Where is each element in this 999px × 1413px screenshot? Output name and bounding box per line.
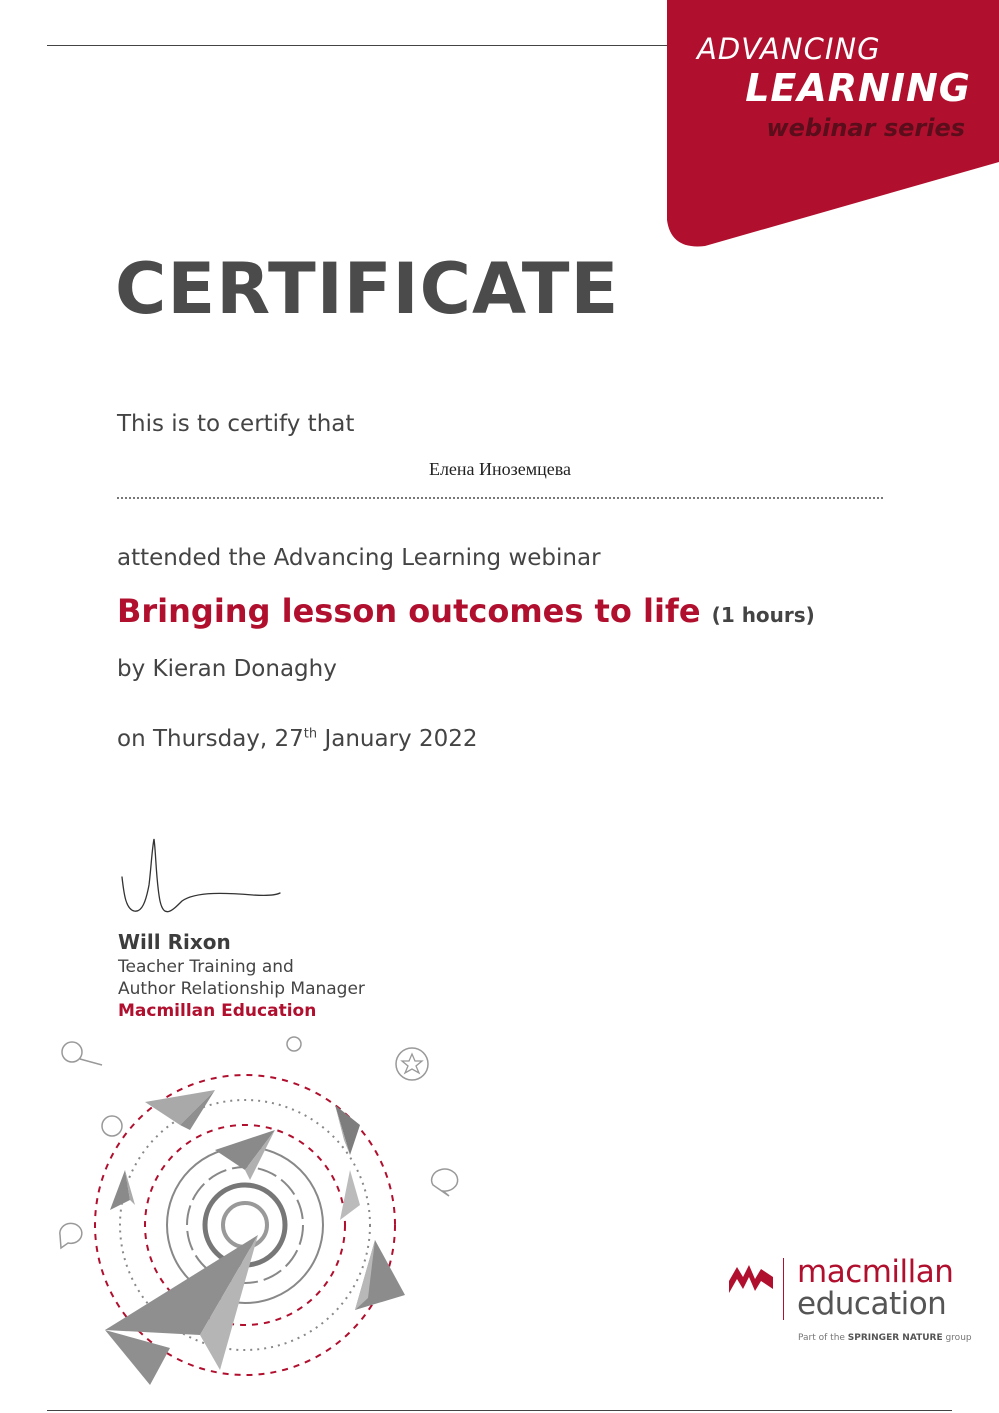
signer-organization: Macmillan Education bbox=[118, 1001, 317, 1021]
attended-text: attended the Advancing Learning webinar bbox=[117, 545, 601, 571]
signer-name: Will Rixon bbox=[118, 930, 231, 954]
top-rule bbox=[47, 45, 677, 46]
certificate-title: CERTIFICATE bbox=[115, 248, 620, 330]
recipient-name: Елена Иноземцева bbox=[428, 459, 572, 479]
webinar-title bbox=[117, 592, 815, 630]
macmillan-logo-mark bbox=[727, 1261, 775, 1301]
signature-image bbox=[118, 835, 288, 920]
banner-webinar-series: webinar series bbox=[766, 114, 965, 142]
webinar-title-text: Bringing lesson outcomes to life bbox=[117, 592, 701, 630]
paper-planes-illustration bbox=[50, 1030, 470, 1390]
webinar-duration: (1 hours) bbox=[711, 603, 815, 627]
date-ordinal: th bbox=[303, 726, 318, 742]
signer-role-line2: Author Relationship Manager bbox=[118, 979, 365, 999]
presenter: by Kieran Donaghy bbox=[117, 656, 337, 682]
logo-education: education bbox=[797, 1286, 947, 1322]
logo-sub-prefix: Part of the bbox=[798, 1333, 848, 1343]
macmillan-education-logo bbox=[727, 1254, 972, 1356]
recipient-dotted-line bbox=[117, 497, 883, 499]
date-prefix: on Thursday, 27 bbox=[117, 726, 304, 752]
webinar-date bbox=[117, 726, 478, 752]
logo-divider bbox=[783, 1258, 784, 1320]
logo-sub-suffix: group bbox=[942, 1333, 972, 1343]
banner-learning: LEARNING bbox=[745, 66, 971, 110]
date-rest: January 2022 bbox=[317, 726, 478, 752]
logo-macmillan: macmillan bbox=[797, 1254, 954, 1290]
signer-role-line1: Teacher Training and bbox=[118, 957, 294, 977]
banner-advancing: ADVANCING bbox=[697, 32, 881, 66]
bottom-rule bbox=[47, 1410, 952, 1411]
advancing-learning-banner bbox=[667, 0, 999, 250]
certify-text: This is to certify that bbox=[117, 411, 355, 437]
logo-sub-brand: SPRINGER NATURE bbox=[847, 1333, 943, 1343]
logo-springer-nature-tagline bbox=[798, 1333, 972, 1343]
